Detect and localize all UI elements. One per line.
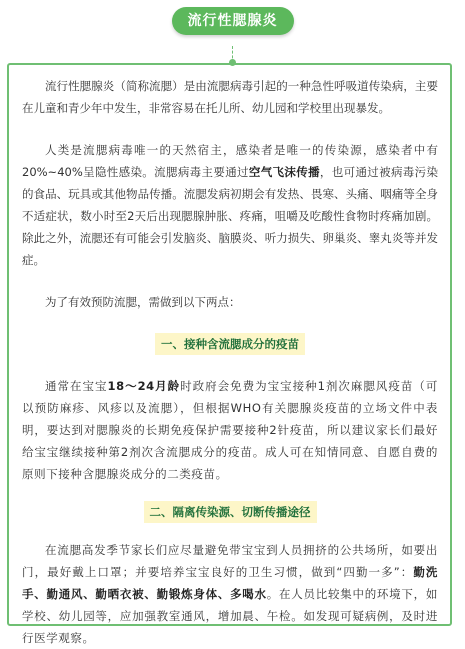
paragraph-vaccine (22, 375, 438, 485)
page-title: 流行性腮腺炎 (172, 7, 294, 35)
isolation-text-c: 。在人员比较集中的环境下，如学校、幼儿园等，应加强教室通风，增加晨、午检。如发现可疑病例，及时进行医学观察。 (22, 587, 438, 645)
heading-vaccine: 一、接种含流腮成分的疫苗 (155, 333, 305, 355)
transmission-text-a: 人类是流腮病毒唯一的天然宿主，感染者是唯一的传染源，感染者中有20%~40%呈隐性感染。流腮病毒主要通过 (22, 143, 438, 179)
paragraph-prevention-intro (22, 291, 438, 313)
isolation-emphasis: 勤洗手、勤通风、勤晒衣被、勤锻炼身体、多喝水 (22, 565, 438, 601)
vaccine-text-a: 通常在宝宝 (45, 379, 108, 393)
heading-isolation-wrap (22, 501, 438, 523)
transmission-text-c: ，也可通过被病毒污染的食品、玩具或其他物品传播。流腮发病初期会有发热、畏寒、头痛、咽痛等全身不适症状，数小时至2天后出现腮腺肿胀、疼痛，咀嚼及吃酸性食物时疼痛加剧。除此之外，流腮还有可能会引发脑炎、脑膜炎、听力损失、卵巢炎、睾丸炎等并发症。 (22, 165, 438, 267)
transmission-emphasis: 空气飞沫传播 (248, 165, 320, 179)
article-box (7, 63, 452, 645)
prevention-intro-text: 为了有效预防流腮，需做到以下两点： (45, 295, 241, 309)
paragraph-transmission (22, 139, 438, 271)
paragraph-isolation (22, 539, 438, 649)
paragraph-intro (22, 75, 438, 119)
intro-text: 流行性腮腺炎（简称流腮）是由流腮病毒引起的一种急性呼吸道传染病，主要在儿童和青少年中发生，非常容易在托儿所、幼儿园和学校里出现暴发。 (22, 79, 438, 115)
vaccine-text-c: 时政府会免费为宝宝接种1剂次麻腮风疫苗（可以预防麻疹、风疹以及流腮），但根据WHO有关腮腺炎疫苗的立场文件中表明，要达到对腮腺炎的长期免疫保护需要接种2针疫苗，所以建议家长们最好给宝宝继续接种第2剂次含流腮成分的疫苗。成人可在知情同意、自愿自费的原则下接种含腮腺炎成分的二类疫苗。 (22, 379, 438, 481)
vaccine-age-emphasis: 18～24月龄 (107, 379, 181, 393)
isolation-text-a: 在流腮高发季节家长们应尽量避免带宝宝到人员拥挤的公共场所，如要出门，最好戴上口罩；并要培养宝宝良好的卫生习惯，做到“四勤一多”： (22, 543, 438, 579)
article-content (9, 65, 450, 649)
heading-vaccine-wrap (22, 333, 438, 355)
title-area (0, 7, 465, 35)
heading-isolation: 二、隔离传染源、切断传播途径 (144, 501, 317, 523)
